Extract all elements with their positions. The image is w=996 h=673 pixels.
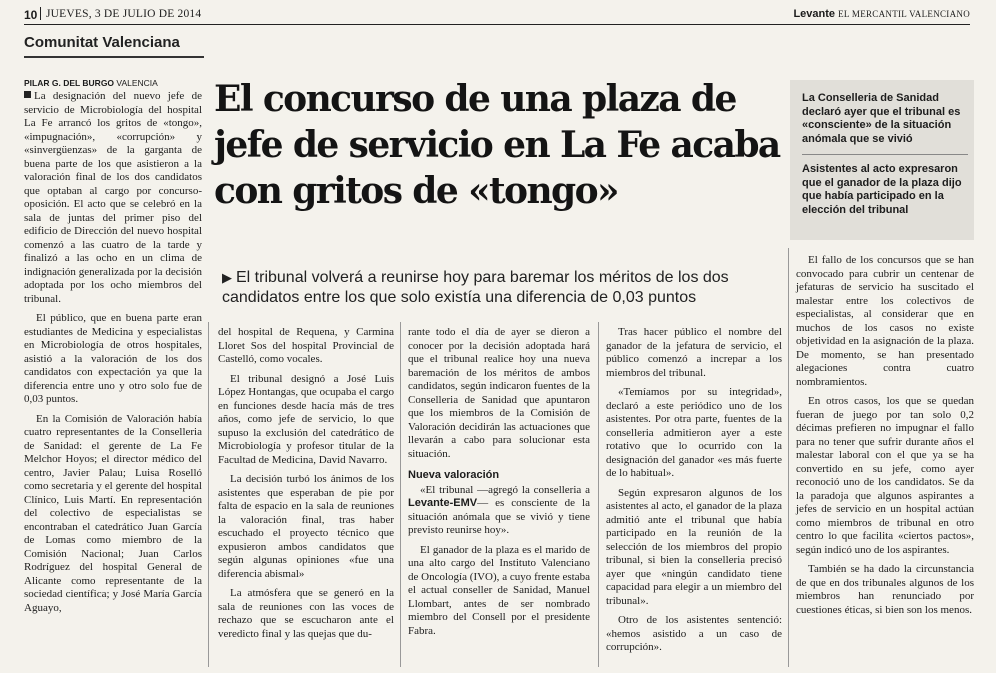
brand-name: Levante	[793, 8, 836, 20]
paragraph: Según expresaron algunos de los asistentes al acto, el ganador de la plaza admitió ante el tribunal que había participado en la reunión de la selección de los miembros del propio tribunal, si bien la conselleria precisó ayer que «ningún candidato tiene capacidad para elegir a un miembro del tribunal».	[606, 486, 782, 607]
paragraph: La designación del nuevo jefe de servicio de Microbiología del hospital La Fe arrancó los gritos de «tongo», «impugnación», «corrupción» y «sinvergüenzas» de la garganta de buena parte de los que asistieron a la valoración final de los dos candidatos que optaban al cargo por concurso-oposición. El acto que se celebró en la sala de juntas del primer piso del edificio de Dirección del nuevo hospital comenzó a las cuatro de la tarde y finalizó a las ocho en un clima de indignación generalizada por la decisión adoptada por los ocho miembros del tribunal.	[24, 90, 202, 305]
section-subheading: Nueva valoración	[408, 469, 500, 481]
article-column-4	[606, 326, 782, 655]
article-column-3	[408, 326, 590, 638]
paragraph: También se ha dado la circunstancia de que en dos tribunales algunos de los miembros han renunciado por cuestiones éticas, si bien son los menos.	[796, 563, 974, 616]
paragraph: Tras hacer público el nombre del ganador de la jefatura de servicio, el público comenzó a increpar a los miembros del tribunal.	[606, 326, 782, 379]
sidebar-item-2: Asistentes al acto expresaron que el ganador de la plaza dijo que había participado en la elección del tribunal	[802, 163, 962, 216]
paragraph: La atmósfera que se generó en la sala de reuniones con las voces de rechazo que se escucharon ante el veredicto final y las quejas que du-	[218, 587, 394, 640]
paragraph: del hospital de Requena, y Carmina Lloret Sos del hospital Provincial de Castelló, como vocales.	[218, 326, 394, 365]
column-divider	[788, 248, 789, 667]
paragraph: La decisión turbó los ánimos de los asistentes que esperaban de pie por falta de espacio en la sala de reuniones la valoración final, tras haber escuchado el proyecto técnico que expusieron ambos candidatos que según algunas opiniones «fue una diferencia abismal»	[218, 473, 394, 580]
article-column-5	[796, 254, 974, 617]
sidebar-highlights	[790, 80, 974, 240]
section-title: Comunitat Valenciana	[24, 34, 180, 51]
column-divider	[598, 322, 599, 667]
newspaper-brand	[793, 8, 970, 20]
paragraph: El ganador de la plaza es el marido de una alto cargo del Instituto Valenciano de Oncología (IVO), a cuyo frente estaba el actual conseller de Sanidad, Manuel Llombart, antes de ser nombrado miembro del Consell por el presidente Fabra.	[408, 543, 590, 637]
paragraph: «Temíamos por su integridad», declaró a este periódico uno de los asistentes. Por otra parte, fuentes de la conselleria admitieron ayer a este rotativo que lo ocurrido con la designación del ganador «es más fuerte de lo habitual».	[606, 386, 782, 479]
paragraph: El fallo de los concursos que se han convocado para cubrir un centenar de jefaturas de servicio ha suscitado el malestar entre los colectivos de especialistas, al considerar que en muchos de los casos no existe objetividad en la asignación de la plaza. De momento, se han presentado alegaciones contra cuatro nombramientos.	[796, 254, 974, 388]
paragraph: «El tribunal —agregó la conselleria a Levante-EMV— es consciente de la situación anómala que se vivió y tiene previsto reunirse hoy».	[408, 483, 590, 536]
brand-subtitle: EL MERCANTIL VALENCIANO	[838, 9, 970, 19]
headline: El concurso de una plaza de jefe de servicio en La Fe acaba con gritos de «tongo»	[214, 78, 780, 212]
page-number: 10	[24, 8, 38, 22]
column-divider	[208, 322, 209, 667]
paragraph: Otro de los asistentes sentenció: «hemos asistido a un caso de corrupción».	[606, 614, 782, 653]
paragraph: El público, que en buena parte eran estudiantes de Medicina y especialistas en Microbiología de otros hospitales, asistió a la valoración de los dos candidatos con expectación ya que la diferencia entre uno y otro solo fue de 0,03 puntos.	[24, 312, 202, 405]
running-header	[24, 4, 970, 25]
byline-author: PILAR G. DEL BURGO	[24, 78, 115, 88]
subheadline: ▶ El tribunal volverá a reunirse hoy para baremar los méritos de los dos candidatos entre los que solo existía una diferencia de 0,03 puntos	[222, 269, 729, 306]
sidebar-divider	[802, 154, 968, 155]
byline-place: VALENCIA	[116, 78, 158, 88]
article-column-2	[218, 326, 394, 641]
paragraph: rante todo el día de ayer se dieron a conocer por la decisión adoptada hará que el tribunal realice hoy una nueva baremación de los méritos de ambos candidatos, según indicaron fuentes de la Conselleria de Sanidad que apuntaron que los miembros de la Comisión de Valoración decidirán las actuaciones que llevarán a cabo para solucionar esta situación.	[408, 326, 590, 460]
paragraph: El tribunal designó a José Luis López Hontangas, que ocupaba el cargo en funciones desde hacía más de tres años, como jefe de servicio, lo que supuso la exclusión del catedrático de Microbiología y profesor titular de la Facultad de Medicina, David Navarro.	[218, 372, 394, 466]
column-divider	[400, 322, 401, 667]
lead-square-icon	[24, 91, 31, 98]
sidebar-item-1: La Conselleria de Sanidad declaró ayer que el tribunal es «consciente» de la situación anómala que se vivió	[802, 92, 961, 145]
header-divider	[40, 7, 41, 20]
issue-date: JUEVES, 3 DE JULIO DE 2014	[46, 8, 202, 20]
paragraph: En la Comisión de Valoración había cuatro representantes de la Conselleria de Sanidad: el gerente de La Fe Melchor Hoyos; el director médico del centro, Javier Palau; Luisa Roselló como secretaria y el gerente del hospital Clínico, Luis Martí. En representación del colectivo de especialistas se encontraban el catedrático Juan García de Lomas como miembro de la Comisión Nacional; Juan Carlos Rodríguez del hospital General de Alicante como representante de la sociedad científica; y José María García Aguayo,	[24, 412, 202, 614]
article-column-1	[24, 90, 202, 615]
section-rule	[24, 56, 204, 58]
play-arrow-icon: ▶	[222, 270, 232, 285]
byline	[24, 78, 158, 88]
paragraph: En otros casos, los que se quedan fueran de juego por tan solo 0,2 décimas prefieren no impugnar el fallo para no tener que sufrir durante años el malestar laboral con el que ya se ha convertido en su jefe, como ayer reconoció uno de los candidatos. Se da la paradoja que algunos aspirantes a jefes de servicio en un hospital actúan como miembros de tribunal en otro centro lo que facilita «ciertos pactos», según indicó uno de los aspirantes.	[796, 395, 974, 556]
